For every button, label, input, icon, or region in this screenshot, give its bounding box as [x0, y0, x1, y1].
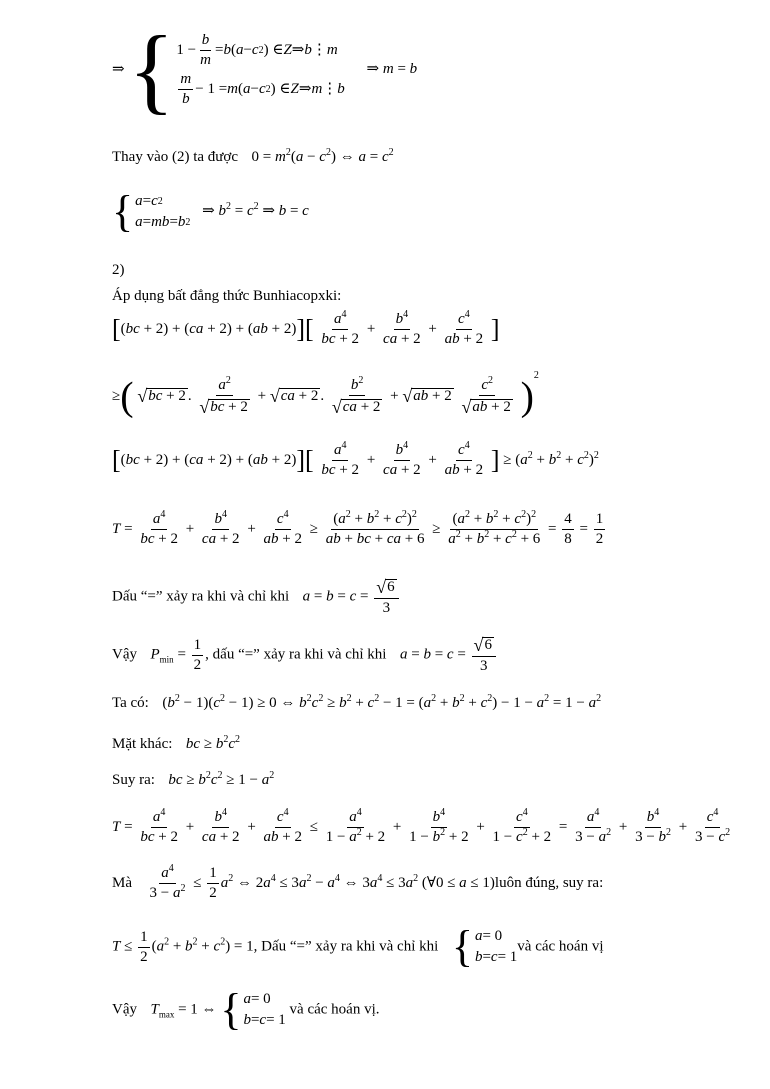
- min-conclusion: Vậy $P_{min}$ = $\frac{1}{2}$ , dấu “=” xảy ra khi và chỉ khi a = b = c = $\frac{√6}{3}$: [112, 636, 498, 674]
- text-dau-bang-2: , dấu “=” xảy ra khi và chỉ khi: [205, 646, 387, 663]
- system-m-equals-b: ⇒ { 1 − $\frac{b}{m}$ = b ( a − c 2 ) ∈ Z ⇒ b ⋮ m $\frac{m}{b}$ − 1 = m ( a − c 2 ) ∈ Z ⇒ m ⋮ b ⇒ m = b: [112, 16, 418, 123]
- system-b-equals-c: { a = c 2 a = mb = b 2 ⇒ $b^2 = c^2$ ⇒ b = c: [112, 187, 309, 236]
- bunhiacopxki-intro: Áp dụng bất đẳng thức Bunhiacopxki:: [112, 288, 342, 304]
- text-hoan-vi-2: và các hoán vị.: [289, 1001, 380, 1018]
- max-conclusion: Vậy $T_{max} = 1$ ⇔ { a = 0 b = c = 1 và các hoán vị.: [112, 985, 380, 1034]
- t-max-bound: T ≤ $\frac{1}{2}$ $(a^2 + b^2 + c^2) = 1$, Dấu “=” xảy ra khi và chỉ khi { a = 0 b = c = 1 và các hoán vị: [112, 922, 604, 971]
- text-vay-2: Vậy: [112, 1001, 137, 1018]
- t-upper-chain: T = $\frac{a^4}{bc + 2}$ + $\frac{b^4}{ca + 2}$ + $\frac{c^4}{ab + 2}$ ≤ $\frac{a^4}{1 - a^2 + 2}$ + $\frac{b^4}{1 - b^2 + 2}$ + $\frac{c^4}{1 - c^2 + 2}$ = $\frac{a^4}{3 - a^2}$ + $\frac{b^4}{3 - b^2}$ + $\frac{c^4}{3 - c^2}$: [112, 807, 731, 845]
- ma-line: Mà $\frac{a^4}{3 - a^2}$ ≤ $\frac{1}{2}$ $a^2$ ⇔ $2a^4 \le 3a^2 - a^4$ ⇔ $3a^4 \le 3a^2$ (∀0 ≤ a ≤ 1)luôn đúng, suy ra:: [112, 863, 604, 901]
- text-dau-bang: Dấu “=” xảy ra khi và chỉ khi: [112, 588, 290, 605]
- t-lower-bound: T = $\frac{a^4}{bc + 2}$ + $\frac{b^4}{ca + 2}$ + $\frac{c^4}{ab + 2}$ ≥ $\frac{(a^2 + b^2 + c^2)^2}{ab + bc + ca + 6}$ ≥ $\frac{(a^2 + b^2 + c^2)^2}{a^2 + b^2 + c^2 + 6}$ = $\frac{4}{8}$ = $\frac{1}{2}$: [112, 509, 604, 547]
- equality-case-min: Dấu “=” xảy ra khi và chỉ khi a = b = c = $\frac{√6}{3}$: [112, 578, 401, 616]
- part-label: 2): [112, 262, 125, 278]
- ta-co-line: Ta có: $(b^2 - 1)(c^2 - 1) \ge 0$ ⇔ $b^2c^2 \ge b^2 + c^2 - 1 = (a^2 + b^2 + c^2) - 1 - a^2 = 1 - a^2$: [112, 693, 602, 711]
- text-dau-bang-3: , Dấu “=” xảy ra khi và chỉ khi: [253, 938, 439, 955]
- substitution-line: Thay vào (2) ta được $0 = m^2(a - c^2)$ ⇔ $a = c^2$: [112, 147, 394, 165]
- text-ta-co: Ta có:: [112, 695, 149, 711]
- bunhia-sqrt-line: ≥( √bc + 2 . $\frac{a^2}{√bc + 2}$ + √ca + 2 . $\frac{b^2}{√ca + 2}$ + √ab + 2 $\frac{c^2}{√ab + 2}$ )$^2$: [112, 370, 539, 419]
- text-suy-ra: Suy ra:: [112, 772, 155, 788]
- suy-ra-line: Suy ra: bc ≥ $b^2c^2 \ge 1 - a^2$: [112, 770, 275, 788]
- text-thay-vao: Thay vào (2) ta được: [112, 149, 239, 165]
- text-hoan-vi: và các hoán vị: [517, 938, 604, 955]
- text-vay: Vậy: [112, 646, 137, 663]
- text-mat-khac: Mặt khác:: [112, 736, 173, 752]
- bunhia-result-line: [(bc + 2) + (ca + 2) + (ab + 2)][ $\frac{a^4}{bc + 2}$ + $\frac{b^4}{ca + 2}$ + $\frac{c^4}{ab + 2}$ ] ≥ $(a^2 + b^2 + c^2)^2$: [112, 440, 599, 478]
- bunhia-product-line: [(bc + 2) + (ca + 2) + (ab + 2)][ $\frac{a^4}{bc + 2}$ + $\frac{b^4}{ca + 2}$ + $\frac{c^4}{ab + 2}$ ]: [112, 309, 500, 347]
- mat-khac-line: Mặt khác: bc ≥ $b^2c^2$: [112, 734, 240, 752]
- text-luon-dung: luôn đúng, suy ra:: [494, 874, 604, 891]
- text-ma: Mà: [112, 874, 132, 891]
